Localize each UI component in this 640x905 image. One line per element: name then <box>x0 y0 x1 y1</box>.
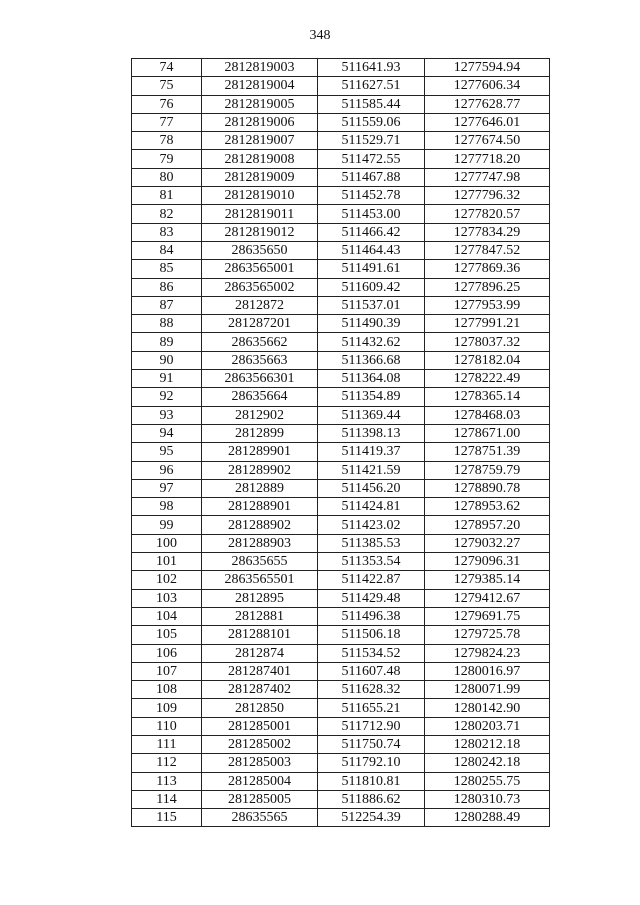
table-row <box>132 150 550 168</box>
row-number-cell: 107 <box>132 662 202 680</box>
point-id-cell: 2812902 <box>202 406 318 424</box>
y-coordinate-cell: 1277718.20 <box>425 150 550 168</box>
point-id-cell: 281288902 <box>202 516 318 534</box>
point-id-cell: 2812881 <box>202 607 318 625</box>
table-row <box>132 754 550 772</box>
table-row <box>132 205 550 223</box>
x-coordinate-cell: 511712.90 <box>318 717 425 735</box>
row-number-cell: 110 <box>132 717 202 735</box>
y-coordinate-cell: 1280203.71 <box>425 717 550 735</box>
row-number-cell: 99 <box>132 516 202 534</box>
y-coordinate-cell: 1277796.32 <box>425 187 550 205</box>
x-coordinate-cell: 511607.48 <box>318 662 425 680</box>
row-number-cell: 83 <box>132 223 202 241</box>
table-row <box>132 187 550 205</box>
point-id-cell: 28635664 <box>202 388 318 406</box>
row-number-cell: 74 <box>132 59 202 77</box>
point-id-cell: 281289902 <box>202 461 318 479</box>
x-coordinate-cell: 511585.44 <box>318 95 425 113</box>
point-id-cell: 281285004 <box>202 772 318 790</box>
point-id-cell: 2863565001 <box>202 260 318 278</box>
point-id-cell: 28635655 <box>202 553 318 571</box>
y-coordinate-cell: 1278182.04 <box>425 351 550 369</box>
table-row <box>132 59 550 77</box>
x-coordinate-cell: 511472.55 <box>318 150 425 168</box>
y-coordinate-cell: 1278365.14 <box>425 388 550 406</box>
y-coordinate-cell: 1277674.50 <box>425 132 550 150</box>
table-row <box>132 168 550 186</box>
row-number-cell: 89 <box>132 333 202 351</box>
table-row <box>132 589 550 607</box>
x-coordinate-cell: 511529.71 <box>318 132 425 150</box>
row-number-cell: 114 <box>132 790 202 808</box>
y-coordinate-cell: 1280071.99 <box>425 681 550 699</box>
y-coordinate-cell: 1280212.18 <box>425 735 550 753</box>
x-coordinate-cell: 511506.18 <box>318 626 425 644</box>
x-coordinate-cell: 511886.62 <box>318 790 425 808</box>
x-coordinate-cell: 511354.89 <box>318 388 425 406</box>
row-number-cell: 76 <box>132 95 202 113</box>
y-coordinate-cell: 1277646.01 <box>425 113 550 131</box>
point-id-cell: 2812872 <box>202 296 318 314</box>
point-id-cell: 2812819012 <box>202 223 318 241</box>
y-coordinate-cell: 1277869.36 <box>425 260 550 278</box>
y-coordinate-cell: 1279725.78 <box>425 626 550 644</box>
point-id-cell: 281285003 <box>202 754 318 772</box>
y-coordinate-cell: 1277820.57 <box>425 205 550 223</box>
row-number-cell: 86 <box>132 278 202 296</box>
point-id-cell: 2812819005 <box>202 95 318 113</box>
table-row <box>132 790 550 808</box>
row-number-cell: 85 <box>132 260 202 278</box>
table-row <box>132 77 550 95</box>
y-coordinate-cell: 1279691.75 <box>425 607 550 625</box>
table-row <box>132 772 550 790</box>
row-number-cell: 93 <box>132 406 202 424</box>
point-id-cell: 2812889 <box>202 479 318 497</box>
x-coordinate-cell: 512254.39 <box>318 809 425 827</box>
y-coordinate-cell: 1279824.23 <box>425 644 550 662</box>
y-coordinate-cell: 1277847.52 <box>425 241 550 259</box>
point-id-cell: 2812819011 <box>202 205 318 223</box>
point-id-cell: 28635650 <box>202 241 318 259</box>
y-coordinate-cell: 1279032.27 <box>425 534 550 552</box>
row-number-cell: 75 <box>132 77 202 95</box>
row-number-cell: 109 <box>132 699 202 717</box>
y-coordinate-cell: 1278759.79 <box>425 461 550 479</box>
row-number-cell: 81 <box>132 187 202 205</box>
x-coordinate-cell: 511609.42 <box>318 278 425 296</box>
point-id-cell: 2812819007 <box>202 132 318 150</box>
table-row <box>132 516 550 534</box>
x-coordinate-cell: 511423.02 <box>318 516 425 534</box>
x-coordinate-cell: 511491.61 <box>318 260 425 278</box>
x-coordinate-cell: 511628.32 <box>318 681 425 699</box>
x-coordinate-cell: 511419.37 <box>318 443 425 461</box>
point-id-cell: 281287402 <box>202 681 318 699</box>
point-id-cell: 281288901 <box>202 498 318 516</box>
row-number-cell: 90 <box>132 351 202 369</box>
table-row <box>132 607 550 625</box>
row-number-cell: 115 <box>132 809 202 827</box>
x-coordinate-cell: 511490.39 <box>318 315 425 333</box>
y-coordinate-cell: 1278751.39 <box>425 443 550 461</box>
x-coordinate-cell: 511385.53 <box>318 534 425 552</box>
coordinates-table <box>131 58 550 827</box>
row-number-cell: 112 <box>132 754 202 772</box>
row-number-cell: 103 <box>132 589 202 607</box>
table-row <box>132 296 550 314</box>
table-row <box>132 479 550 497</box>
row-number-cell: 102 <box>132 571 202 589</box>
y-coordinate-cell: 1278890.78 <box>425 479 550 497</box>
row-number-cell: 96 <box>132 461 202 479</box>
point-id-cell: 281285005 <box>202 790 318 808</box>
point-id-cell: 2863566301 <box>202 370 318 388</box>
y-coordinate-cell: 1277628.77 <box>425 95 550 113</box>
y-coordinate-cell: 1279385.14 <box>425 571 550 589</box>
table-row <box>132 95 550 113</box>
y-coordinate-cell: 1278037.32 <box>425 333 550 351</box>
y-coordinate-cell: 1280242.18 <box>425 754 550 772</box>
x-coordinate-cell: 511559.06 <box>318 113 425 131</box>
x-coordinate-cell: 511641.93 <box>318 59 425 77</box>
row-number-cell: 111 <box>132 735 202 753</box>
table-row <box>132 571 550 589</box>
table-row <box>132 223 550 241</box>
row-number-cell: 88 <box>132 315 202 333</box>
point-id-cell: 2812819010 <box>202 187 318 205</box>
x-coordinate-cell: 511366.68 <box>318 351 425 369</box>
y-coordinate-cell: 1277991.21 <box>425 315 550 333</box>
y-coordinate-cell: 1278222.49 <box>425 370 550 388</box>
x-coordinate-cell: 511655.21 <box>318 699 425 717</box>
point-id-cell: 281287401 <box>202 662 318 680</box>
row-number-cell: 79 <box>132 150 202 168</box>
x-coordinate-cell: 511421.59 <box>318 461 425 479</box>
row-number-cell: 95 <box>132 443 202 461</box>
point-id-cell: 2863565501 <box>202 571 318 589</box>
row-number-cell: 113 <box>132 772 202 790</box>
point-id-cell: 281289901 <box>202 443 318 461</box>
y-coordinate-cell: 1277896.25 <box>425 278 550 296</box>
table-row <box>132 461 550 479</box>
point-id-cell: 2812819003 <box>202 59 318 77</box>
row-number-cell: 108 <box>132 681 202 699</box>
table-row <box>132 333 550 351</box>
point-id-cell: 2812819006 <box>202 113 318 131</box>
x-coordinate-cell: 511429.48 <box>318 589 425 607</box>
coordinates-table-body <box>132 59 550 827</box>
y-coordinate-cell: 1280310.73 <box>425 790 550 808</box>
row-number-cell: 105 <box>132 626 202 644</box>
table-row <box>132 443 550 461</box>
row-number-cell: 92 <box>132 388 202 406</box>
point-id-cell: 281287201 <box>202 315 318 333</box>
table-row <box>132 662 550 680</box>
x-coordinate-cell: 511364.08 <box>318 370 425 388</box>
y-coordinate-cell: 1277594.94 <box>425 59 550 77</box>
row-number-cell: 78 <box>132 132 202 150</box>
point-id-cell: 2812819009 <box>202 168 318 186</box>
point-id-cell: 281288101 <box>202 626 318 644</box>
x-coordinate-cell: 511466.42 <box>318 223 425 241</box>
row-number-cell: 77 <box>132 113 202 131</box>
row-number-cell: 87 <box>132 296 202 314</box>
table-row <box>132 278 550 296</box>
table-row <box>132 626 550 644</box>
x-coordinate-cell: 511369.44 <box>318 406 425 424</box>
table-row <box>132 388 550 406</box>
row-number-cell: 101 <box>132 553 202 571</box>
table-row <box>132 370 550 388</box>
row-number-cell: 100 <box>132 534 202 552</box>
point-id-cell: 2812874 <box>202 644 318 662</box>
x-coordinate-cell: 511453.00 <box>318 205 425 223</box>
table-row <box>132 260 550 278</box>
table-row <box>132 553 550 571</box>
table-row <box>132 717 550 735</box>
row-number-cell: 106 <box>132 644 202 662</box>
point-id-cell: 28635663 <box>202 351 318 369</box>
y-coordinate-cell: 1278957.20 <box>425 516 550 534</box>
point-id-cell: 2812850 <box>202 699 318 717</box>
y-coordinate-cell: 1278468.03 <box>425 406 550 424</box>
table-row <box>132 132 550 150</box>
x-coordinate-cell: 511422.87 <box>318 571 425 589</box>
row-number-cell: 84 <box>132 241 202 259</box>
x-coordinate-cell: 511467.88 <box>318 168 425 186</box>
table-row <box>132 113 550 131</box>
x-coordinate-cell: 511750.74 <box>318 735 425 753</box>
point-id-cell: 2812819008 <box>202 150 318 168</box>
x-coordinate-cell: 511810.81 <box>318 772 425 790</box>
y-coordinate-cell: 1280016.97 <box>425 662 550 680</box>
row-number-cell: 98 <box>132 498 202 516</box>
y-coordinate-cell: 1277953.99 <box>425 296 550 314</box>
y-coordinate-cell: 1277606.34 <box>425 77 550 95</box>
table-row <box>132 498 550 516</box>
y-coordinate-cell: 1279412.67 <box>425 589 550 607</box>
point-id-cell: 2863565002 <box>202 278 318 296</box>
y-coordinate-cell: 1280255.75 <box>425 772 550 790</box>
page-number: 348 <box>309 28 331 43</box>
point-id-cell: 28635565 <box>202 809 318 827</box>
table-row <box>132 315 550 333</box>
row-number-cell: 82 <box>132 205 202 223</box>
table-row <box>132 681 550 699</box>
x-coordinate-cell: 511496.38 <box>318 607 425 625</box>
y-coordinate-cell: 1277834.29 <box>425 223 550 241</box>
point-id-cell: 281285001 <box>202 717 318 735</box>
row-number-cell: 104 <box>132 607 202 625</box>
x-coordinate-cell: 511456.20 <box>318 479 425 497</box>
y-coordinate-cell: 1279096.31 <box>425 553 550 571</box>
y-coordinate-cell: 1280288.49 <box>425 809 550 827</box>
table-row <box>132 644 550 662</box>
table-row <box>132 241 550 259</box>
point-id-cell: 281288903 <box>202 534 318 552</box>
y-coordinate-cell: 1278671.00 <box>425 424 550 442</box>
row-number-cell: 97 <box>132 479 202 497</box>
row-number-cell: 91 <box>132 370 202 388</box>
table-row <box>132 809 550 827</box>
point-id-cell: 2812895 <box>202 589 318 607</box>
point-id-cell: 28635662 <box>202 333 318 351</box>
point-id-cell: 2812899 <box>202 424 318 442</box>
table-row <box>132 699 550 717</box>
x-coordinate-cell: 511627.51 <box>318 77 425 95</box>
x-coordinate-cell: 511398.13 <box>318 424 425 442</box>
table-row <box>132 735 550 753</box>
x-coordinate-cell: 511464.43 <box>318 241 425 259</box>
y-coordinate-cell: 1278953.62 <box>425 498 550 516</box>
y-coordinate-cell: 1280142.90 <box>425 699 550 717</box>
x-coordinate-cell: 511353.54 <box>318 553 425 571</box>
x-coordinate-cell: 511432.62 <box>318 333 425 351</box>
x-coordinate-cell: 511792.10 <box>318 754 425 772</box>
point-id-cell: 2812819004 <box>202 77 318 95</box>
x-coordinate-cell: 511537.01 <box>318 296 425 314</box>
row-number-cell: 94 <box>132 424 202 442</box>
point-id-cell: 281285002 <box>202 735 318 753</box>
table-row <box>132 424 550 442</box>
x-coordinate-cell: 511534.52 <box>318 644 425 662</box>
x-coordinate-cell: 511452.78 <box>318 187 425 205</box>
table-row <box>132 406 550 424</box>
y-coordinate-cell: 1277747.98 <box>425 168 550 186</box>
table-row <box>132 534 550 552</box>
table-row <box>132 351 550 369</box>
x-coordinate-cell: 511424.81 <box>318 498 425 516</box>
row-number-cell: 80 <box>132 168 202 186</box>
